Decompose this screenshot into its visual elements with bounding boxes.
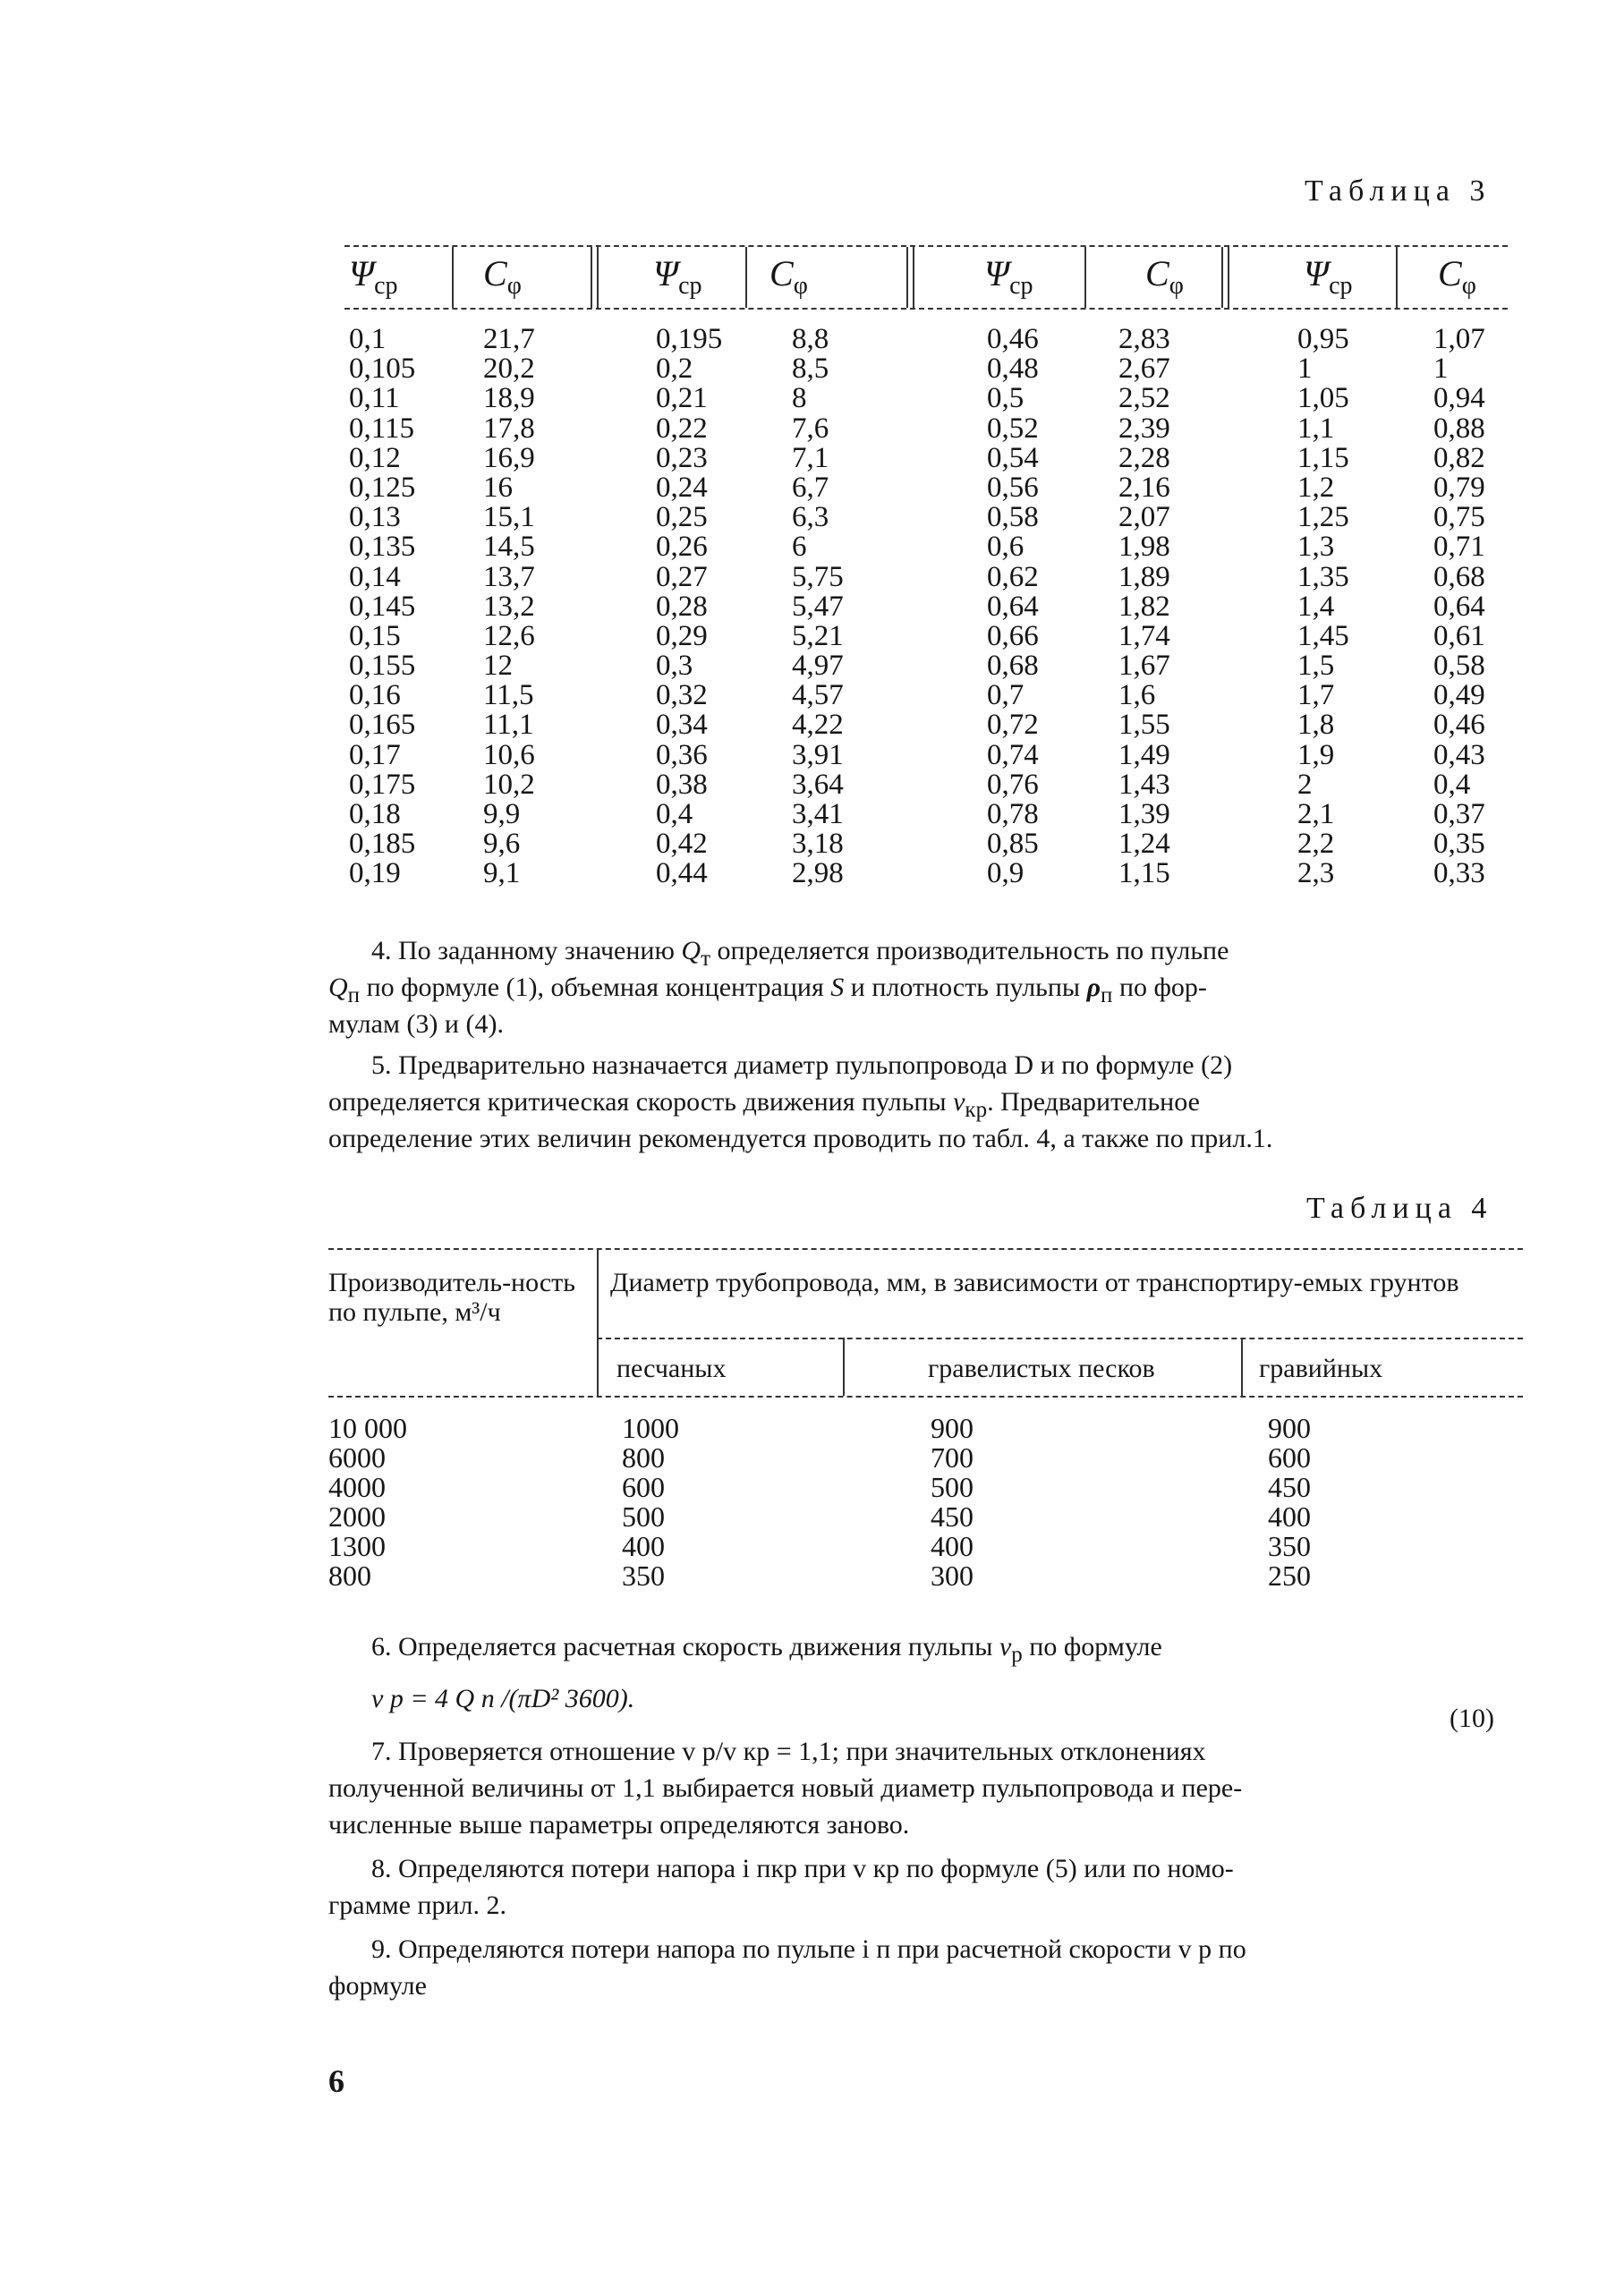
table-cell: 0,85 bbox=[987, 828, 1039, 861]
table-cell: 450 bbox=[1268, 1471, 1311, 1503]
table-cell: 0,52 bbox=[987, 412, 1039, 445]
table-cell: 0,18 bbox=[349, 798, 401, 830]
table-cell: 300 bbox=[931, 1559, 974, 1592]
table-cell: 0,76 bbox=[987, 768, 1039, 801]
table-cell: 1,45 bbox=[1297, 619, 1349, 652]
table-cell: 0,56 bbox=[987, 471, 1039, 504]
table-cell: 0,71 bbox=[1433, 531, 1485, 564]
table-cell: 1,6 bbox=[1118, 679, 1156, 712]
table-cell: 10,6 bbox=[483, 738, 535, 771]
table-cell: 2,3 bbox=[1297, 857, 1335, 890]
table3-divider bbox=[452, 247, 454, 308]
table-cell: 0,9 bbox=[987, 857, 1025, 890]
table-cell: 1,49 bbox=[1118, 738, 1170, 771]
table3-divider bbox=[1396, 247, 1398, 308]
table-cell: 0,6 bbox=[987, 531, 1025, 564]
table-cell: 900 bbox=[1268, 1412, 1311, 1444]
table-cell: 0,3 bbox=[656, 650, 693, 683]
table4-sub-rule bbox=[597, 1338, 1523, 1339]
table-cell: 10 000 bbox=[328, 1412, 407, 1444]
table3-header-c: $C_\varphi$ bbox=[769, 253, 808, 300]
table-cell: 0,46 bbox=[1433, 709, 1485, 742]
table-cell: 7,6 bbox=[792, 412, 829, 445]
table-cell: 0,165 bbox=[349, 709, 416, 742]
table-cell: 7,1 bbox=[792, 441, 829, 474]
table-cell: 1,25 bbox=[1297, 501, 1349, 534]
table4-header-sand: песчаных bbox=[616, 1354, 727, 1383]
table-cell: 18,9 bbox=[483, 382, 535, 415]
table-cell: 500 bbox=[931, 1471, 974, 1503]
table-cell: 0,25 bbox=[656, 501, 708, 534]
table3-column-psi-1 bbox=[349, 325, 415, 889]
equation-number: (10) bbox=[1450, 1704, 1494, 1733]
table-cell: 1,15 bbox=[1297, 441, 1349, 474]
table-cell: 9,9 bbox=[483, 798, 521, 830]
table-cell: 350 bbox=[1268, 1530, 1311, 1562]
table-cell: 400 bbox=[1268, 1500, 1311, 1533]
table3-double-divider bbox=[906, 247, 914, 308]
table-cell: 0,17 bbox=[349, 738, 401, 771]
table-cell: 5,75 bbox=[792, 560, 844, 593]
table-cell: 0,27 bbox=[656, 560, 708, 593]
table-cell: 13,2 bbox=[483, 590, 535, 623]
table-cell: 14,5 bbox=[483, 531, 535, 564]
table3-header-psi: $\Psi_{ср}$ bbox=[653, 253, 702, 300]
table-cell: 2,2 bbox=[1297, 828, 1335, 861]
table-cell: 0,2 bbox=[656, 353, 693, 386]
table-cell: 0,13 bbox=[349, 501, 401, 534]
table-cell: 5,21 bbox=[792, 619, 844, 652]
table-cell: 0,37 bbox=[1433, 798, 1485, 830]
table-cell: 0,24 bbox=[656, 471, 708, 504]
table-cell: 0,38 bbox=[656, 768, 708, 801]
table-cell: 0,1 bbox=[349, 323, 387, 355]
table-cell: 0,175 bbox=[349, 768, 416, 801]
table-cell: 0,78 bbox=[987, 798, 1039, 830]
table-cell: 0,29 bbox=[656, 619, 708, 652]
table4-header-diameter: Диаметр трубопровода, мм, в зависимости от транспортиру-емых грунтов bbox=[610, 1268, 1459, 1297]
table-cell: 0,23 bbox=[656, 441, 708, 474]
table-cell: 1,35 bbox=[1297, 560, 1349, 593]
table-cell: 3,91 bbox=[792, 738, 844, 771]
table-cell: 0,145 bbox=[349, 590, 416, 623]
table-cell: 4000 bbox=[328, 1471, 386, 1503]
table3-column-c-4 bbox=[1433, 325, 1485, 889]
table-cell: 3,41 bbox=[792, 798, 844, 830]
table-cell: 0,42 bbox=[656, 828, 708, 861]
formula-10: v р = 4 Q п /(πD² 3600). bbox=[371, 1684, 635, 1713]
table4-column-gravelly-sand bbox=[931, 1414, 974, 1591]
table-cell: 1,67 bbox=[1118, 650, 1170, 683]
table4-header-rule bbox=[328, 1396, 1523, 1398]
item5-line2: определяется критическая скорость движения пульпы $v_{кр}$. Предварительное bbox=[328, 1087, 1200, 1122]
table-cell: 8 bbox=[792, 382, 807, 415]
table-cell: 1,55 bbox=[1118, 709, 1170, 742]
table3-header-psi: $\Psi_{ср}$ bbox=[349, 253, 398, 300]
table-cell: 0,68 bbox=[1433, 560, 1485, 593]
table3-column-psi-3 bbox=[987, 325, 1039, 889]
table-cell: 5,47 bbox=[792, 590, 844, 623]
table-cell: 0,58 bbox=[1433, 650, 1485, 683]
table-cell: 1,74 bbox=[1118, 619, 1170, 652]
table-cell: 0,58 bbox=[987, 501, 1039, 534]
table4-divider bbox=[1241, 1338, 1243, 1396]
table3-column-psi-4 bbox=[1297, 325, 1349, 889]
table3-header-c: $C_\varphi$ bbox=[483, 253, 522, 300]
table-cell: 11,5 bbox=[483, 679, 534, 712]
item6-line1: 6. Определяется расчетная скорость движения пульпы $v_р$ по формуле bbox=[371, 1632, 1162, 1667]
table-cell: 1300 bbox=[328, 1530, 386, 1562]
table-cell: 0,46 bbox=[987, 323, 1039, 355]
table-cell: 20,2 bbox=[483, 353, 535, 386]
table-cell: 0,26 bbox=[656, 531, 708, 564]
table-cell: 0,62 bbox=[987, 560, 1039, 593]
table-cell: 2000 bbox=[328, 1500, 386, 1533]
table-cell: 1,8 bbox=[1297, 709, 1335, 742]
table-cell: 8,8 bbox=[792, 323, 829, 355]
table4-caption: Таблица 4 bbox=[1306, 1192, 1493, 1225]
table-cell: 600 bbox=[1268, 1441, 1311, 1474]
item9-line1: 9. Определяются потери напора по пульпе i п при расчетной скорости v р по bbox=[371, 1934, 1246, 1964]
table-cell: 0,125 bbox=[349, 471, 416, 504]
table-cell: 8,5 bbox=[792, 353, 829, 386]
table-cell: 2,67 bbox=[1118, 353, 1170, 386]
item7-line1: 7. Проверяется отношение v р/v кр = 1,1; при значительных отклонениях bbox=[371, 1737, 1206, 1766]
table-cell: 1,39 bbox=[1118, 798, 1170, 830]
table-cell: 21,7 bbox=[483, 323, 535, 355]
table-cell: 0,135 bbox=[349, 531, 416, 564]
table-cell: 0,22 bbox=[656, 412, 708, 445]
table-cell: 1000 bbox=[622, 1412, 679, 1444]
table-cell: 4,57 bbox=[792, 679, 844, 712]
table-cell: 4,97 bbox=[792, 650, 844, 683]
table-cell: 400 bbox=[622, 1530, 665, 1562]
item8-line2: грамме прил. 2. bbox=[328, 1891, 506, 1920]
table-cell: 0,74 bbox=[987, 738, 1039, 771]
table-cell: 6,3 bbox=[792, 501, 829, 534]
table4-header-gravel: гравийных bbox=[1259, 1354, 1383, 1383]
table-cell: 12,6 bbox=[483, 619, 535, 652]
table3-column-c-1 bbox=[483, 325, 535, 889]
table3-header-c: $C_\varphi$ bbox=[1438, 253, 1476, 300]
table-cell: 0,49 bbox=[1433, 679, 1485, 712]
table-cell: 800 bbox=[622, 1441, 665, 1474]
table-cell: 2,98 bbox=[792, 857, 844, 890]
item8-line1: 8. Определяются потери напора i пкр при v кр по формуле (5) или по номо- bbox=[371, 1854, 1234, 1883]
item4-line2: $Q_п$ по формуле (1), объемная концентрация S и плотность пульпы $\rho_п$ по фор- bbox=[328, 973, 1207, 1007]
table-cell: 0,61 bbox=[1433, 619, 1485, 652]
table-cell: 2,1 bbox=[1297, 798, 1335, 830]
table3-column-c-2 bbox=[792, 325, 844, 889]
table-cell: 0,21 bbox=[656, 382, 708, 415]
table-cell: 1,9 bbox=[1297, 738, 1335, 771]
table-cell: 13,7 bbox=[483, 560, 535, 593]
table-cell: 1,3 bbox=[1297, 531, 1335, 564]
table-cell: 0,44 bbox=[656, 857, 708, 890]
table3-header-psi: $\Psi_{ср}$ bbox=[984, 253, 1033, 300]
table-cell: 450 bbox=[931, 1500, 974, 1533]
item4-line1: 4. По заданному значению $Q_т$ определяется производительность по пульпе bbox=[371, 936, 1229, 971]
table-cell: 2,16 bbox=[1118, 471, 1170, 504]
table-cell: 0,4 bbox=[1433, 768, 1471, 801]
table-cell: 2 bbox=[1297, 768, 1313, 801]
table-cell: 0,5 bbox=[987, 382, 1025, 415]
table-cell: 400 bbox=[931, 1530, 974, 1562]
table4-divider bbox=[843, 1338, 845, 1396]
table-cell: 350 bbox=[622, 1559, 665, 1592]
table3-header-rule bbox=[344, 308, 1508, 310]
table4-column-productivity bbox=[328, 1414, 407, 1591]
table-cell: 0,12 bbox=[349, 441, 401, 474]
table-cell: 1,05 bbox=[1297, 382, 1349, 415]
table-cell: 700 bbox=[931, 1441, 974, 1474]
table-cell: 1,4 bbox=[1297, 590, 1335, 623]
table-cell: 0,155 bbox=[349, 650, 416, 683]
table-cell: 0,195 bbox=[656, 323, 723, 355]
table-cell: 0,72 bbox=[987, 709, 1039, 742]
table-cell: 1,1 bbox=[1297, 412, 1335, 445]
table-cell: 0,16 bbox=[349, 679, 401, 712]
item5-line1: 5. Предварительно назначается диаметр пульпопровода D и по формуле (2) bbox=[371, 1050, 1233, 1080]
table-cell: 2,28 bbox=[1118, 441, 1170, 474]
table3-header-psi: $\Psi_{ср}$ bbox=[1304, 253, 1353, 300]
table-cell: 0,115 bbox=[349, 412, 415, 445]
table-cell: 11,1 bbox=[483, 709, 534, 742]
table-cell: 0,68 bbox=[987, 650, 1039, 683]
table-cell: 0,15 bbox=[349, 619, 401, 652]
table-cell: 16 bbox=[483, 471, 513, 504]
table-cell: 0,33 bbox=[1433, 857, 1485, 890]
table-cell: 0,14 bbox=[349, 560, 401, 593]
table-cell: 0,66 bbox=[987, 619, 1039, 652]
table-cell: 1,15 bbox=[1118, 857, 1170, 890]
table3-double-divider bbox=[591, 247, 599, 308]
table-cell: 6,7 bbox=[792, 471, 829, 504]
table-cell: 0,94 bbox=[1433, 382, 1485, 415]
table-cell: 0,4 bbox=[656, 798, 693, 830]
table4-header-gravelly-sand: гравелистых песков bbox=[928, 1354, 1155, 1383]
table-cell: 0,64 bbox=[1433, 590, 1485, 623]
table-cell: 0,48 bbox=[987, 353, 1039, 386]
table-cell: 1,82 bbox=[1118, 590, 1170, 623]
table-cell: 0,82 bbox=[1433, 441, 1485, 474]
table-cell: 16,9 bbox=[483, 441, 535, 474]
table4-column-sand bbox=[622, 1414, 679, 1591]
table3-double-divider bbox=[1221, 247, 1229, 308]
table-3 bbox=[344, 240, 1508, 893]
table-cell: 2,52 bbox=[1118, 382, 1170, 415]
table-cell: 10,2 bbox=[483, 768, 535, 801]
table-cell: 15,1 bbox=[483, 501, 535, 534]
table-cell: 0,34 bbox=[656, 709, 708, 742]
table-cell: 1,98 bbox=[1118, 531, 1170, 564]
page-number: 6 bbox=[328, 2063, 344, 2099]
table-cell: 0,75 bbox=[1433, 501, 1485, 534]
table-cell: 1 bbox=[1297, 353, 1313, 386]
table4-column-gravel bbox=[1268, 1414, 1311, 1591]
table-cell: 0,11 bbox=[349, 382, 400, 415]
table-cell: 9,1 bbox=[483, 857, 521, 890]
table-cell: 1,43 bbox=[1118, 768, 1170, 801]
table-cell: 4,22 bbox=[792, 709, 844, 742]
table3-top-rule bbox=[344, 245, 1508, 247]
table-cell: 6 bbox=[792, 531, 807, 564]
table-cell: 0,79 bbox=[1433, 471, 1485, 504]
table-cell: 1,2 bbox=[1297, 471, 1335, 504]
table-cell: 800 bbox=[328, 1559, 371, 1592]
table-cell: 600 bbox=[622, 1471, 665, 1503]
table-cell: 2,83 bbox=[1118, 323, 1170, 355]
item9-line2: формуле bbox=[328, 1971, 427, 2001]
table-cell: 2,39 bbox=[1118, 412, 1170, 445]
table-cell: 0,88 bbox=[1433, 412, 1485, 445]
table-cell: 0,54 bbox=[987, 441, 1039, 474]
table-cell: 0,19 bbox=[349, 857, 401, 890]
item4-line3: мулам (3) и (4). bbox=[328, 1009, 504, 1039]
table-cell: 1,89 bbox=[1118, 560, 1170, 593]
table-cell: 250 bbox=[1268, 1559, 1311, 1592]
table-cell: 0,36 bbox=[656, 738, 708, 771]
table-cell: 900 bbox=[931, 1412, 974, 1444]
table-cell: 3,18 bbox=[792, 828, 844, 861]
table-cell: 0,185 bbox=[349, 828, 416, 861]
item7-line2: полученной величины от 1,1 выбирается новый диаметр пульпопровода и пере- bbox=[328, 1773, 1243, 1803]
table-cell: 12 bbox=[483, 650, 513, 683]
table3-column-psi-2 bbox=[656, 325, 722, 889]
table-cell: 0,32 bbox=[656, 679, 708, 712]
table4-divider bbox=[597, 1248, 599, 1396]
table-cell: 1,07 bbox=[1433, 323, 1485, 355]
item7-line3: численные выше параметры определяются заново. bbox=[328, 1810, 910, 1840]
item5-line3: определение этих величин рекомендуется проводить по табл. 4, а также по прил.1. bbox=[328, 1124, 1273, 1153]
table-cell: 1,24 bbox=[1118, 828, 1170, 861]
table-cell: 500 bbox=[622, 1500, 665, 1533]
table-cell: 0,105 bbox=[349, 353, 416, 386]
table-cell: 1,5 bbox=[1297, 650, 1335, 683]
table3-column-c-3 bbox=[1118, 325, 1170, 889]
table4-header-productivity: Производитель-ность по пульпе, м³/ч bbox=[328, 1268, 575, 1327]
table-cell: 9,6 bbox=[483, 828, 521, 861]
table-cell: 0,43 bbox=[1433, 738, 1485, 771]
table-cell: 0,35 bbox=[1433, 828, 1485, 861]
table-cell: 0,95 bbox=[1297, 323, 1349, 355]
table-cell: 0,28 bbox=[656, 590, 708, 623]
table-cell: 2,07 bbox=[1118, 501, 1170, 534]
table-cell: 1,7 bbox=[1297, 679, 1335, 712]
table4-top-rule bbox=[328, 1248, 1523, 1250]
table3-header-c: $C_\varphi$ bbox=[1145, 253, 1184, 300]
table-cell: 0,64 bbox=[987, 590, 1039, 623]
table3-divider bbox=[745, 247, 747, 308]
table-cell: 1 bbox=[1433, 353, 1449, 386]
table-cell: 3,64 bbox=[792, 768, 844, 801]
table-4 bbox=[328, 1248, 1523, 1606]
table3-caption: Таблица 3 bbox=[1305, 174, 1492, 208]
table-cell: 17,8 bbox=[483, 412, 535, 445]
table-cell: 0,7 bbox=[987, 679, 1025, 712]
table3-divider bbox=[1084, 247, 1086, 308]
table-cell: 6000 bbox=[328, 1441, 386, 1474]
